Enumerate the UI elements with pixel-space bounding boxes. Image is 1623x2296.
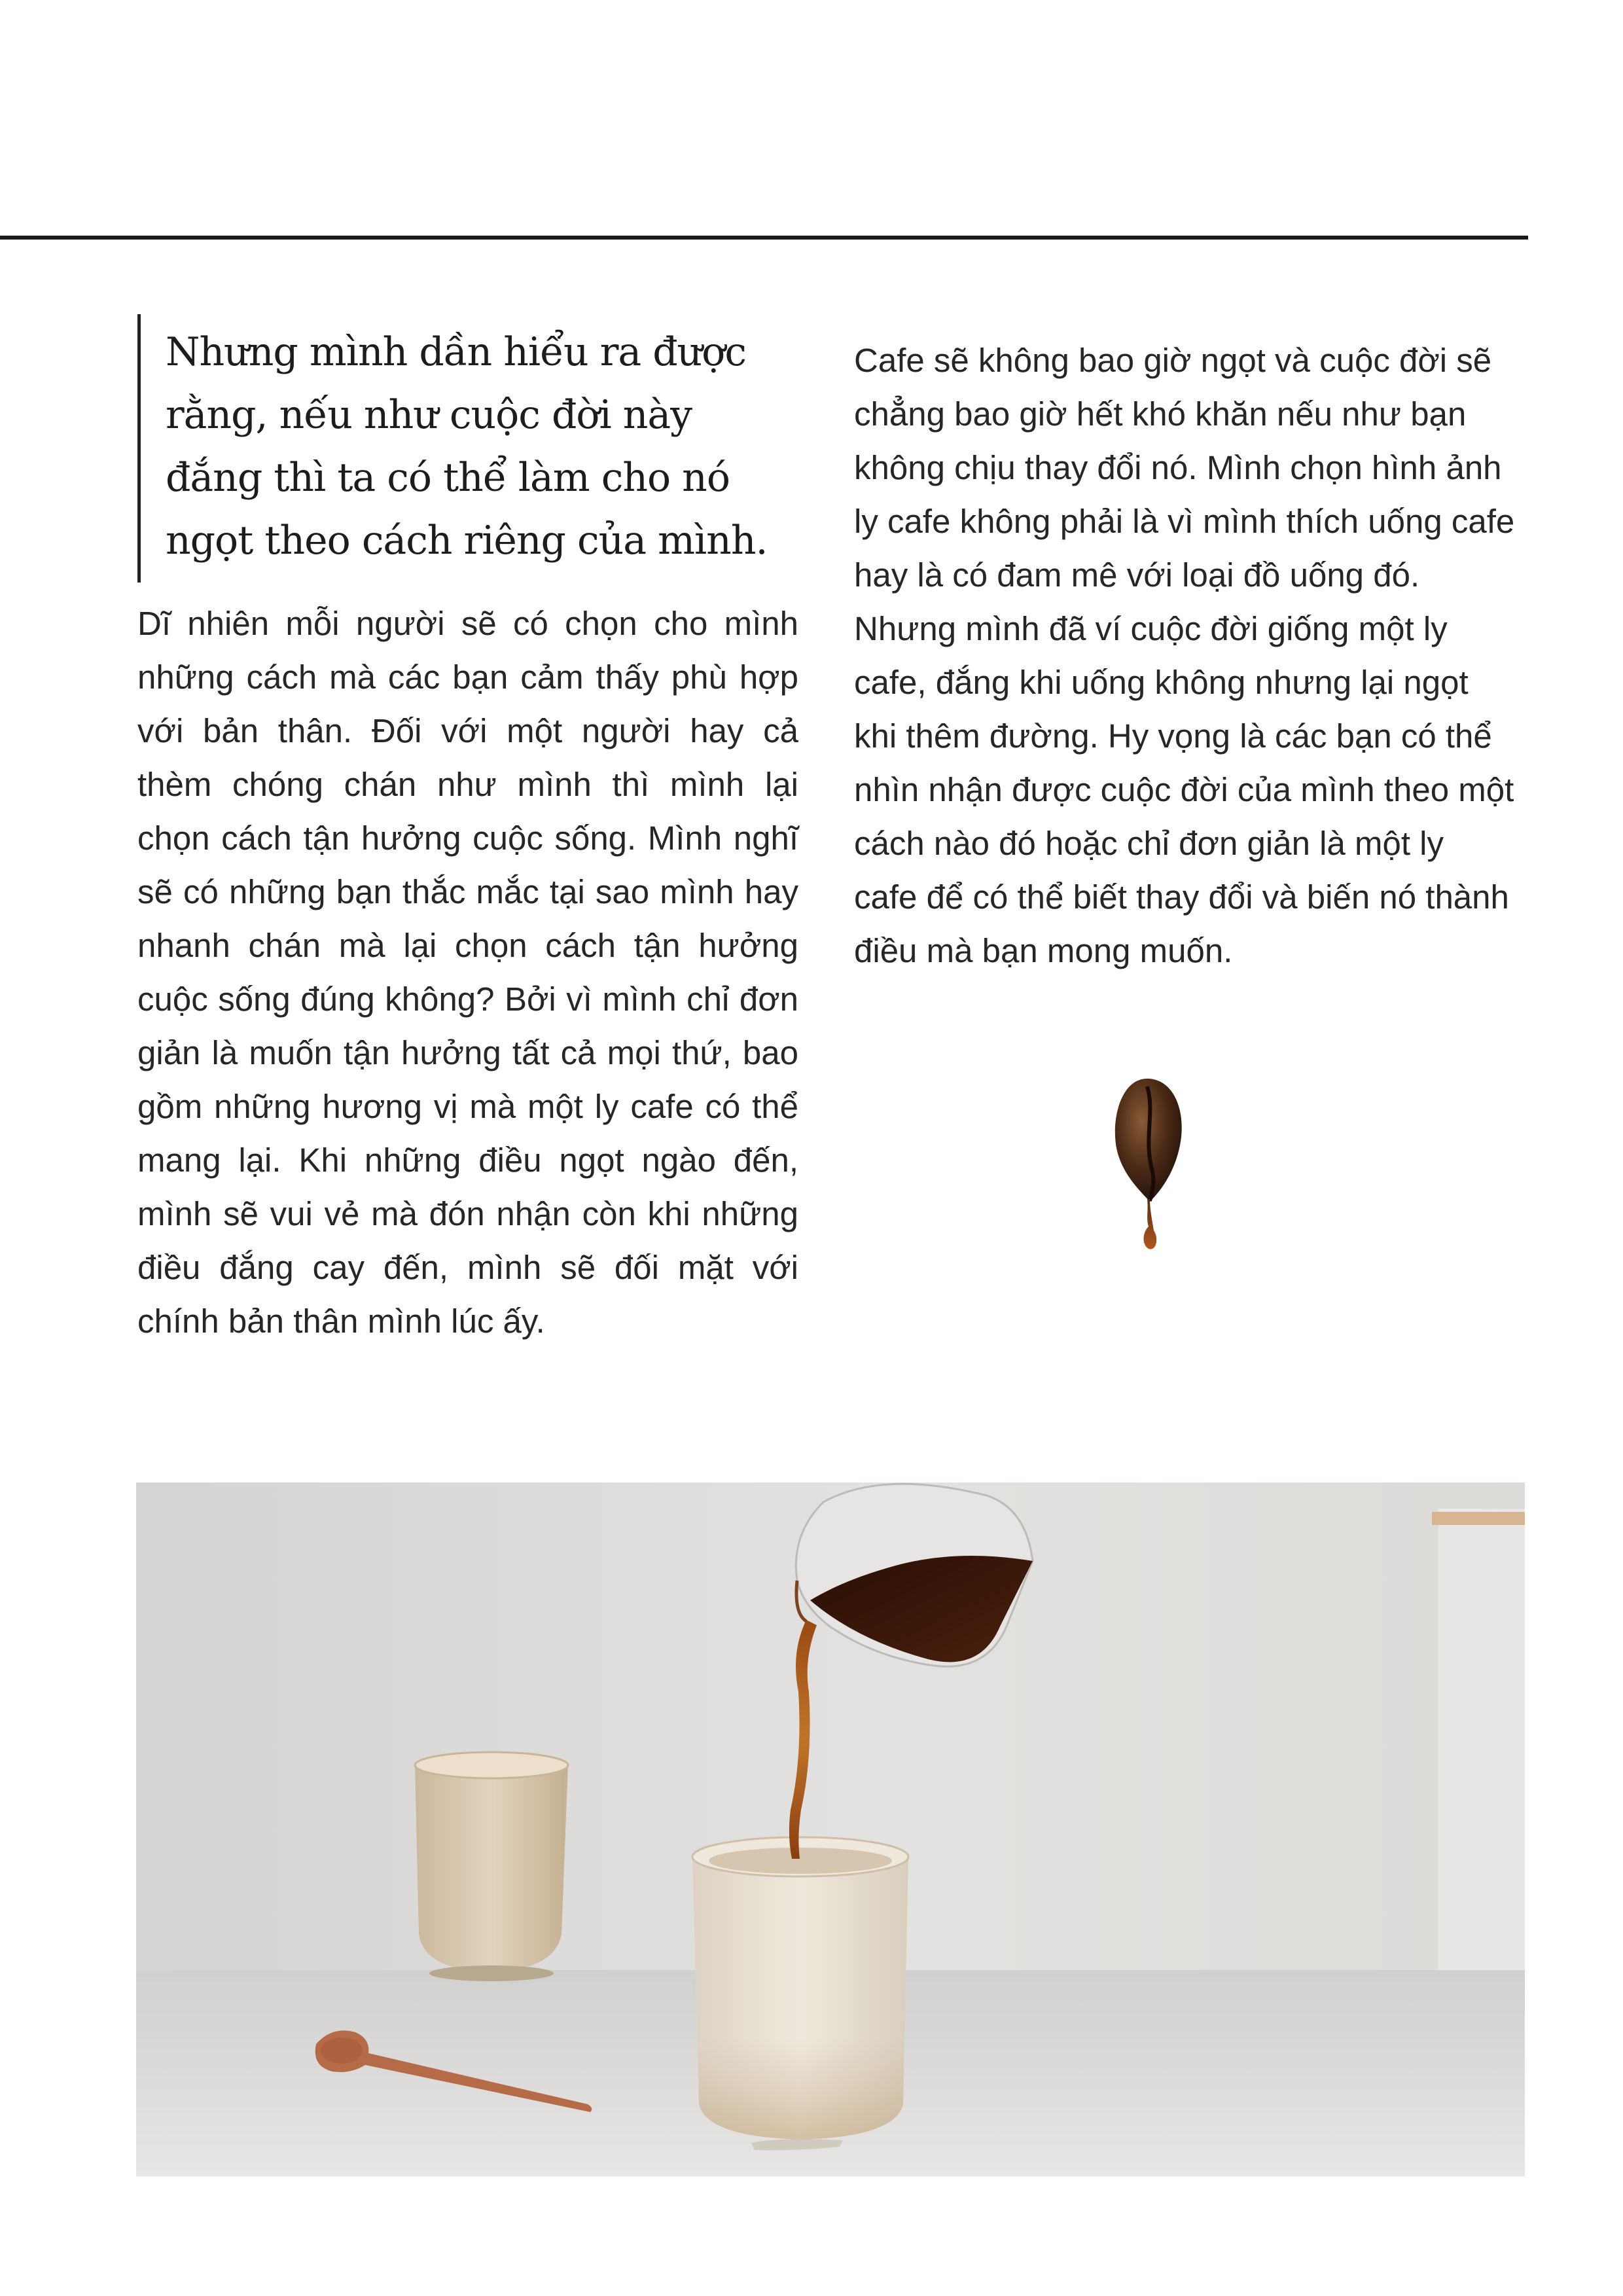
top-rule <box>0 236 1528 240</box>
pull-quote-block <box>137 314 792 583</box>
right-paragraph: Cafe sẽ không bao giờ ngọt và cuộc đời sẽ chẳng bao giờ hết khó khăn nếu như bạn không chịu thay đổi nó. Mình chọn hình ảnh ly cafe không phải là vì mình thích uống cafe hay là có đam mê với loại đồ uống đó. Nhưng mình đã ví cuộc đời giống một ly cafe, đắng khi uống không nhưng lại ngọt khi thêm đường. Hy vọng là các bạn có thể nhìn nhận được cuộc đời của mình theo một cách nào đó hoặc chỉ đơn giản là một ly cafe để có thể biết thay đổi và biến nó thành điều mà bạn mong muốn. <box>854 342 1515 969</box>
coffee-pouring-photo <box>136 1482 1525 2176</box>
coffee-bean-drip-icon <box>1109 1073 1188 1257</box>
left-paragraph: Dĩ nhiên mỗi người sẽ có chọn cho mình những cách mà các bạn cảm thấy phù hợp với bản thân. Đối với một người hay cả thèm chóng chán như mình thì mình lại chọn cách tận hưởng cuộc sống. Mình nghĩ sẽ có những bạn thắc mắc tại sao mình hay nhanh chán mà lại chọn cách tận hưởng cuộc sống đúng không? Bởi vì mình chỉ đơn giản là muốn tận hưởng tất cả mọi thứ, bao gồm những hương vị mà một ly cafe có thể mang lại. Khi những điều ngọt ngào đến, mình sẽ vui vẻ mà đón nhận còn khi những điều đắng cay đến, mình sẽ đối mặt với chính bản thân mình lúc ấy. <box>137 605 798 1340</box>
pull-quote: Nhưng mình dần hiểu ra được rằng, nếu như cuộc đời này đắng thì ta có thể làm cho nó ngọt theo cách riêng của mình. <box>166 329 768 564</box>
